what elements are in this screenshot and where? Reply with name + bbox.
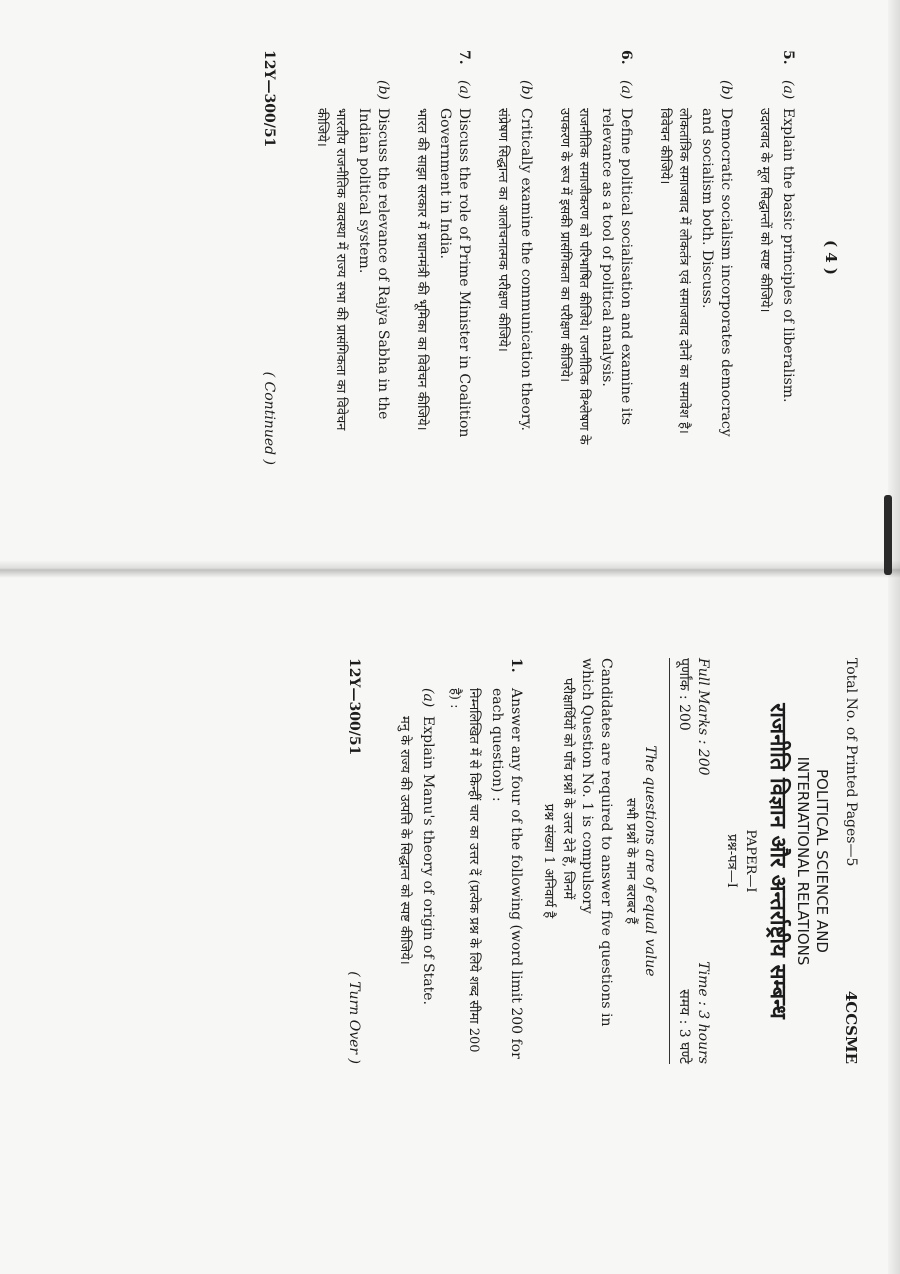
part-label: (a) xyxy=(456,80,472,100)
part-label: (b) xyxy=(518,80,534,100)
part-label: (a) xyxy=(618,80,634,100)
question-text-en: Discuss the role of Prime Minister in Coalition Government in India. xyxy=(437,108,472,438)
marks-row-en xyxy=(693,658,712,1064)
header-row xyxy=(841,658,860,1064)
paper-code-footer: 12Y—300/51 xyxy=(346,658,362,756)
printed-pages: Total No. of Printed Pages—5 xyxy=(843,658,859,867)
part-label: (a) xyxy=(780,80,796,100)
paper-code-footer: 12Y—300/51 xyxy=(261,50,277,148)
part-label: (b) xyxy=(375,80,391,100)
question-text-hi: संप्रेषण सिद्धान्त का आलोचनात्मक परीक्षण कीजिये। xyxy=(495,108,510,352)
question-text-en: Define political socialisation and examine its relevance as a tool of political analysis. xyxy=(599,108,634,426)
time-en: Time : 3 hours xyxy=(695,961,711,1064)
question-text-hi: निम्नलिखित में से किन्हीं चार का उत्तर दें (प्रत्येक प्रश्न के लिये शब्द सीमा 200 है) : xyxy=(447,688,481,1053)
paper-en: PAPER—I xyxy=(743,829,758,893)
title-en-line-2: INTERNATIONAL RELATIONS xyxy=(794,756,812,966)
question-number: 5. xyxy=(780,50,796,65)
full-marks-en: Full Marks : 200 xyxy=(695,658,711,776)
page-number: ( 4 ) xyxy=(822,239,840,276)
question-7 xyxy=(298,50,473,465)
continued-note: ( Continued ) xyxy=(261,371,277,465)
equal-value-hi: सभी प्रश्नों के मान बराबर हैं xyxy=(623,797,638,924)
question-text-en: Critically examine the communication theory. xyxy=(518,108,534,431)
question-text-en: Explain the basic principles of liberalism. xyxy=(780,108,796,403)
title-hi: राजनीति विज्ञान और अन्तर्राष्ट्रीय सम्बन्ध xyxy=(765,703,791,1019)
question-number: 1. xyxy=(508,658,524,673)
page-fold xyxy=(0,560,900,578)
paper-hi: प्रश्न-पत्र—I xyxy=(724,834,739,888)
question-6 xyxy=(479,50,635,465)
question-text-hi: लोकतांत्रिक समाजवाद में लोकतंत्र एवं समाजवाद दोनों का समावेश है। विवेचन कीजिये। xyxy=(657,108,691,434)
question-1 xyxy=(375,658,525,1064)
question-text-hi: भारतीय राजनीतिक व्यवस्था में राज्य सभा की प्रासंगिकता का विवेचन कीजिये। xyxy=(314,108,348,431)
part-label: (a) xyxy=(420,688,436,708)
page-footer xyxy=(259,50,278,465)
instruction-hi-1: परीक्षार्थियों को पाँच प्रश्नों के उत्तर देने हैं, जिनमें xyxy=(560,678,575,900)
full-marks-hi: पूर्णांक : 200 xyxy=(676,658,692,731)
paper-code: 4CCSME xyxy=(842,990,860,1064)
question-text-en: Explain Manu's theory of origin of State. xyxy=(420,716,436,1006)
question-text-en: Discuss the relevance of Rajya Sabha in the Indian political system. xyxy=(356,108,391,420)
page-one xyxy=(0,594,900,1154)
instruction-en: Candidates are required to answer five questions in which Question No. 1 is compulsory xyxy=(579,658,614,1027)
equal-value-en: The questions are of equal value xyxy=(642,745,658,977)
turn-over-note: ( Turn Over ) xyxy=(346,971,362,1064)
question-text-hi: मनु के राज्य की उत्पत्ति के सिद्धान्त को स्पष्ट कीजिये। xyxy=(397,716,412,965)
title-en-line-1: POLITICAL SCIENCE AND xyxy=(813,769,831,953)
question-number: 7. xyxy=(456,50,472,65)
instruction-hi-2: प्रश्न संख्या 1 अनिवार्य है xyxy=(541,803,556,919)
question-text-hi: राजनीतिक समाजीकरण को परिभाषित कीजिये। राजनीतिक विश्लेषण के उपकरण के रूप में इसकी प्रासंगिकता का परीक्षण कीजिये। xyxy=(557,108,591,445)
question-5 xyxy=(641,50,797,465)
marks-row-hi xyxy=(669,658,693,1064)
page-four xyxy=(0,0,900,560)
part-label: (b) xyxy=(718,80,734,100)
page-footer xyxy=(344,658,363,1064)
question-text-hi: उदारवाद के मूल सिद्धान्तों को स्पष्ट कीजिये। xyxy=(757,108,772,313)
question-text-en: Democratic socialism incorporates democracy and socialism both. Discuss. xyxy=(699,108,734,437)
question-text-hi: भारत की साझा सरकार में प्रधानमंत्री की भूमिका का विवेचन कीजिये। xyxy=(414,108,429,431)
question-number: 6. xyxy=(618,50,634,65)
time-hi: समय : 3 घण्टे xyxy=(676,989,692,1064)
question-text-en: Answer any four of the following (word limit 200 for each question) : xyxy=(489,688,524,1059)
